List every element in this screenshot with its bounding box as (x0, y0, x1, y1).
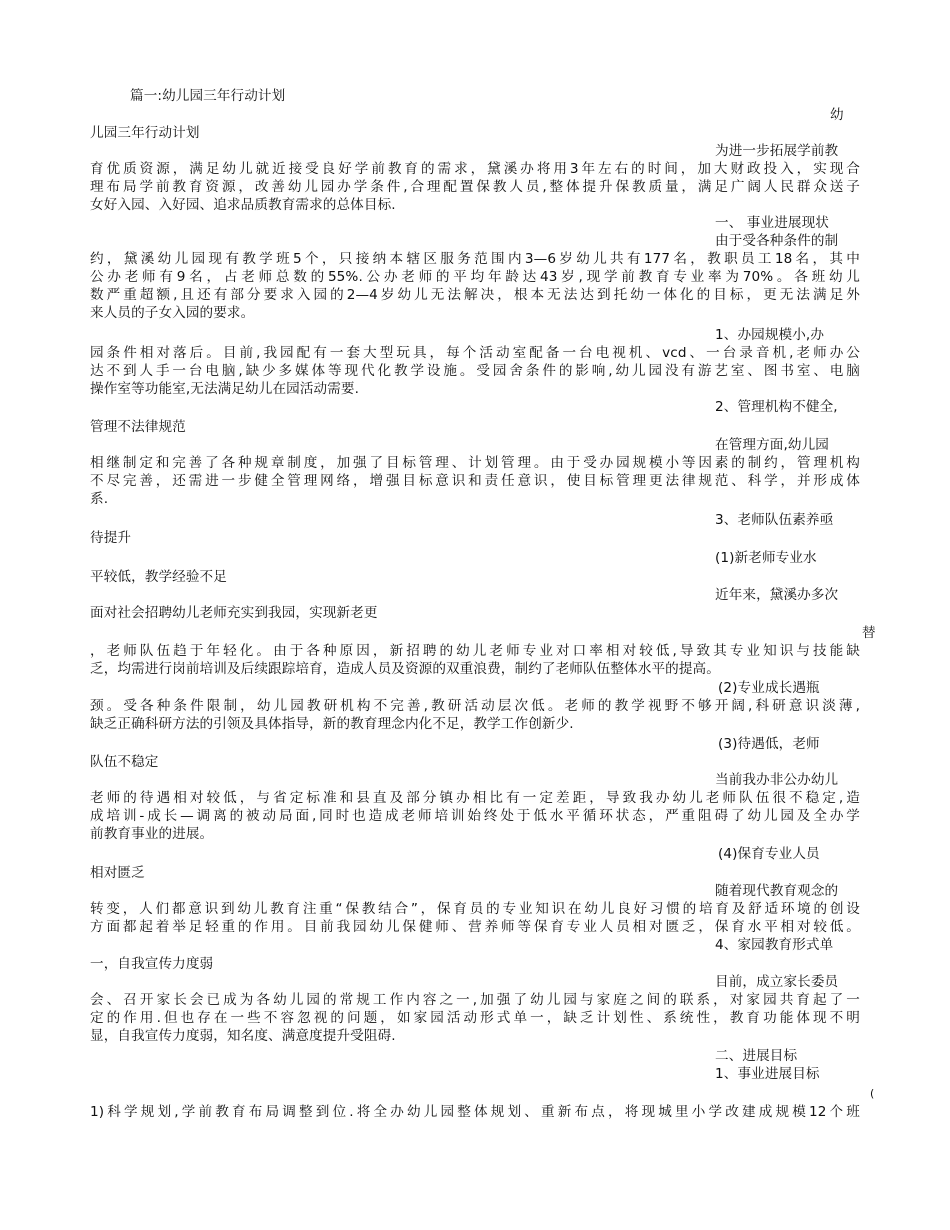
text-line: 在管理方面,幼儿园 (715, 437, 829, 453)
heading-line: (2)专业成长遇瓶 (718, 680, 820, 696)
text-line: 公办老师有9名，占老师总数的55%.公办老师的平均年龄达43岁,现学前教育专业率为70%。各班幼儿 (90, 269, 860, 285)
text-line: 女好入园、入好园、追求品质教育需求的总体目标. (90, 197, 396, 213)
text-line: 目前，成立家长委员 (715, 974, 839, 990)
heading-line: (4)保育专业人员 (718, 846, 820, 862)
text-line: 颈。受各种条件限制，幼儿园教研机构不完善,教研活动层次低。老师的教学视野不够开阔,科研意识淡薄, (90, 698, 860, 714)
text-line: 缺乏正确科研方法的引领及具体指导，新的教育理念内化不足，教学工作创新少. (90, 716, 574, 732)
text-line: 平较低，教学经验不足 (90, 569, 227, 585)
heading-line: 4、家园教育形式单 (715, 937, 834, 953)
text-line: 相对匮乏 (90, 865, 145, 881)
text-line: 不尽完善，还需进一步健全管理网络，增强目标意识和责任意识，使目标管理更法律规范、科学，并形成体 (90, 473, 860, 489)
text-line: 达不到人手一台电脑,缺少多媒体等现代化教学设施。受园舍条件的影响,幼儿园没有游艺室、图书室、电脑 (90, 363, 860, 379)
text-line: 系. (90, 491, 109, 507)
text-line: 园条件相对落后。目前,我园配有一套大型玩具，每个活动室配备一台电视机、vcd、一台录音机,老师办公 (90, 345, 860, 361)
text-line: 当前我办非公办幼儿 (715, 772, 839, 788)
text-line: 为进一步拓展学前教 (715, 143, 839, 159)
text-line: 乏，均需进行岗前培训及后续跟踪培育，造成人员及资源的双重浪费，制约了老师队伍整体水平的提高。 (90, 661, 720, 677)
text-line: ( (870, 1087, 875, 1100)
heading-line: 1、事业进展目标 (715, 1066, 820, 1082)
text-line: 成培训-成长—调离的被动局面,同时也造成老师培训始终处于低水平循环状态，严重阻碍了幼儿园及全办学 (90, 808, 860, 824)
section-title: 篇一:幼儿园三年行动计划 (130, 88, 286, 104)
text-line: 1)科学规划,学前教育布局调整到位.将全办幼儿园整体规划、重新布点，将现城里小学改建成规模12个班 (90, 1104, 860, 1120)
heading-line: 1、办园规模小,办 (715, 327, 825, 343)
text-line: 儿园三年行动计划 (90, 125, 200, 141)
text-line: 老师的待遇相对较低，与省定标准和县直及部分镇办相比有一定差距，导致我办幼儿老师队伍很不稳定,造 (90, 790, 860, 806)
text-line: 转变，人们都意识到幼儿教育注重“保教结合”，保育员的专业知识在幼儿良好习惯的培育及舒适环境的创设 (90, 901, 860, 917)
text-line: 队伍不稳定 (90, 754, 159, 770)
text-line: 方面都起着举足轻重的作用。目前我园幼儿保健师、营养师等保育专业人员相对匮乏，保育水平相对较低。 (90, 919, 860, 935)
text-line: 幼 (830, 107, 844, 123)
heading-line: 2、管理机构不健全, (715, 399, 838, 415)
heading-line: 二、进展目标 (715, 1048, 798, 1064)
text-line: 约，黛溪幼儿园现有教学班5个，只接纳本辖区服务范围内3—6岁幼儿共有177名，教职员工18名，其中 (90, 251, 860, 267)
text-line: 管理不法律规范 (90, 419, 186, 435)
text-line: 操作室等功能室,无法满足幼儿在园活动需要. (90, 381, 360, 397)
text-line: 替 (862, 625, 876, 641)
text-line: 一，自我宣传力度弱 (90, 956, 214, 972)
text-line: 理布局学前教育资源，改善幼儿园办学条件,合理配置保教人员,整体提升保教质量，满足广阔人民群众送子 (90, 179, 860, 195)
text-line: 随着现代教育观念的 (715, 883, 839, 899)
text-line: 近年来，黛溪办多次 (715, 587, 839, 603)
text-line: 定的作用.但也存在一些不容忽视的问题，如家园活动形式单一，缺乏计划性、系统性，教育功能体现不明 (90, 1010, 860, 1026)
text-line: 育优质资源，满足幼儿就近接受良好学前教育的需求，黛溪办将用3年左右的时间，加大财政投入，实现合 (90, 161, 860, 177)
text-line: 数严重超额,且还有部分要求入园的2—4岁幼儿无法解决，根本无法达到托幼一体化的目标，更无法满足外 (90, 287, 860, 303)
text-line: 前教育事业的进展。 (90, 826, 214, 842)
text-line: 由于受各种条件的制 (715, 233, 839, 249)
text-line: 会、召开家长会已成为各幼儿园的常规工作内容之一,加强了幼儿园与家庭之间的联系，对家园共育起了一 (90, 992, 860, 1008)
heading-line: 3、老师队伍素养亟 (715, 512, 834, 528)
text-line: 来人员的子女入园的要求。 (90, 305, 255, 321)
heading-line: (3)待遇低，老师 (718, 736, 820, 752)
heading-line: 一、 事业进展现状 (715, 215, 829, 231)
text-line: 相继制定和完善了各种规章制度，加强了目标管理、计划管理。由于受办园规模小等因素的制约，管理机构 (90, 455, 860, 471)
text-line: ，老师队伍趋于年轻化。由于各种原因，新招聘的幼儿老师专业对口率相对较低,导致其专业知识与技能缺 (90, 643, 860, 659)
text-line: 待提升 (90, 530, 132, 546)
text-line: 面对社会招聘幼儿老师充实到我园，实现新老更 (90, 605, 378, 621)
heading-line: (1)新老师专业水 (715, 550, 817, 566)
text-line: 显，自我宣传力度弱，知名度、满意度提升受阻碍. (90, 1028, 396, 1044)
